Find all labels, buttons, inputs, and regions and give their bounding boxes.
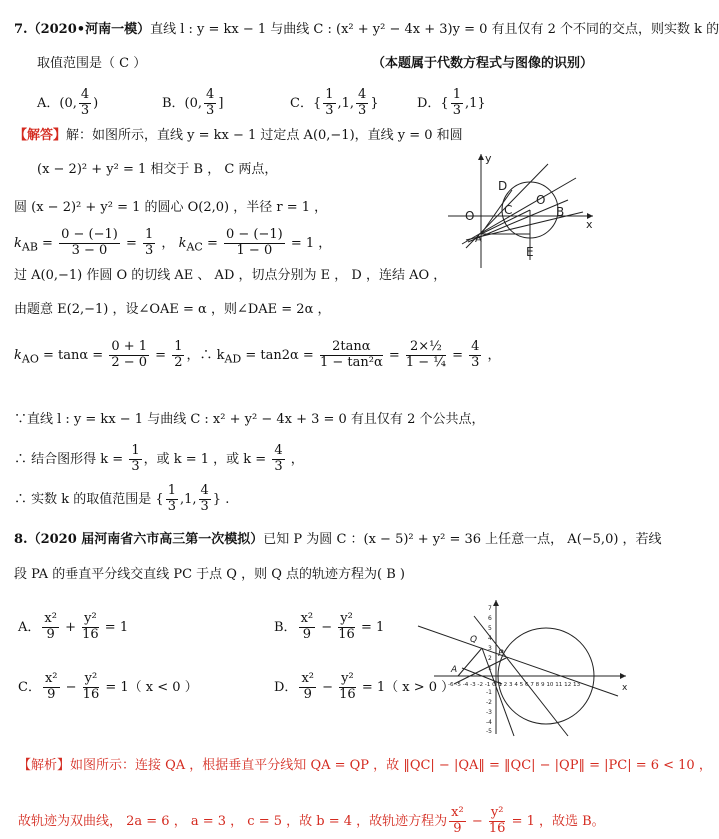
q8-fig-ytick: -1 [486,689,492,696]
q7-solution-line8: ∵直线 l : y = kx − 1 与曲线 C : x² + y² − 4x + 3 = 0 有且仅有 2 个公共点， [14,412,485,427]
q8-option-b[interactable]: B． $\frac{\text{x²}}{9}$ − $\frac{\text{y²}}{16}$ = 1 [274,611,385,642]
q8-solution-line2: 故轨迹为双曲线， 2a = 6 ， a = 3 ， c = 5 ，故 b = 4 ，故轨迹方程为 $\frac{\text{x²}}{9}$ − $\frac{\text{y²}}{16}$ = 1 ，故选 B。 [18,805,605,836]
q7-tan-line: $k_{AO} = \tan\alpha$ = $\frac{0 + 1}{2 - 0}$ = $\frac{1}{2}$ ，∴ $k_{AD} = \tan 2\alpha$ = $\frac{2\tan\alpha}{\text{1 − tan²α}}$ = $\frac{\text{2×½}}{\text{1 − ¼}}$ = $\frac{4}{3}$ ， [14,339,501,370]
q8-fig-ytick: 1 [488,665,492,672]
q8-fig-ytick: -2 [486,699,492,706]
q7-tag: （本题属于代数方程式与图像的识别） [372,56,594,71]
q7-fig-label-c: C [504,203,513,217]
q7-stem: 直线 l : y = kx − 1 与曲线 C : (x² + y² − 4x + 3)y = 0 有且仅有 2 个不同的交点，则实数 k 的 [150,22,719,37]
q7-option-a[interactable]: A．(0, $\frac{4}{3}$ ) [37,87,99,118]
q8-fig-ytick: -3 [486,709,492,716]
q7-fig-label-a: A [475,234,482,245]
q7-source: （2020•河南一模） [27,22,151,37]
q7-number: 7. [14,22,28,37]
q8-fig-ytick: 5 [488,625,492,632]
q8-fig-ytick: 3 [488,645,492,652]
q7-solution-line1: 【解答】解：如图所示，直线 y = kx − 1 过定点 A(0,−1)，直线 y = 0 和圆 [14,128,463,143]
q8-fig-label-p: P [498,649,504,659]
q7-solution-line5: 过 A(0,−1) 作圆 O 的切线 AE 、 AD ，切点分别为 E ， D ，连结 AO ， [14,268,447,283]
q8-fig-label-x: x [622,683,628,693]
q8-option-c[interactable]: C． $\frac{\text{x²}}{9}$ − $\frac{\text{y²}}{16}$ = 1（ x < 0 ） [18,671,198,702]
q7-solution-line2: (x − 2)² + y² = 1 相交于 B ， C 两点， [37,162,278,177]
q7-option-c[interactable]: C．{ $\frac{1}{3}$ ,1, $\frac{4}{3}$ } [290,87,379,118]
q8-fig-ytick: 7 [488,605,492,612]
q7-fig-label-y: y [485,152,492,165]
q8-number: 8. [14,532,28,547]
q8-fig-ytick: 2 [488,655,492,662]
q7-option-b[interactable]: B．(0, $\frac{4}{3}$ ] [162,87,224,118]
q8-fig-ytick: 6 [488,615,492,622]
q7-stem2: 取值范围是（ C ） [37,56,147,71]
q8-fig-xticks: -6 -5 -4 -3 -2 -1 O 1 2 3 4 5 6 7 8 9 10 11 12 13 [448,682,581,688]
q7-solution-line10: ∴ 实数 k 的取值范围是 { $\frac{1}{3}$ ,1, $\frac{4}{3}$ } . [14,483,230,514]
q8-stem2: 段 PA 的垂直平分线交直线 PC 于点 Q ，则 Q 点的轨迹方程为( B ) [14,567,405,582]
q8-option-a[interactable]: A． $\frac{\text{x²}}{9}$ + $\frac{\text{y²}}{16}$ = 1 [18,611,129,642]
q8-fig-label-q: Q [470,635,478,645]
q8-fig-ytick: -5 [486,728,492,735]
q7-fig-label-x: x [586,218,593,231]
q8-stem-line [14,532,662,548]
q7-fig-label-b: B [556,205,565,219]
q7-solution-line9: ∴ 结合图形得 k = $\frac{1}{3}$ ，或 k = 1 ，或 k = $\frac{4}{3}$ ， [14,443,304,474]
q8-stem: 已知 P 为圆 C ：(x − 5)² + y² = 36 上任意一点， A(−5,0) ，若线 [263,532,662,547]
q8-fig-label-a: A [451,665,458,675]
q8-figure [418,596,630,736]
q7-fig-label-origin: O [465,209,475,223]
q7-solution-line6: 由题意 E(2,−1) ，设∠OAE = α ，则∠DAE = 2α ， [14,302,331,317]
solution-tag: 【解答】 [14,128,67,143]
q7-slopes-line: $k_{AB}$ = $\frac{0 - (-1)}{3 - 0}$ = $\frac{1}{3}$ ， $k_{AC}$ = $\frac{0 - (-1)}{1 - 0}$ = 1 ， [14,227,332,258]
q7-fig-label-e: E [526,245,534,259]
q8-fig-ytick: 4 [488,635,492,642]
q8-option-d[interactable]: D． $\frac{\text{x²}}{9}$ − $\frac{\text{y²}}{16}$ = 1（ x > 0 ） [274,671,455,702]
q8-source: （2020 届河南省六市高三第一次模拟） [27,532,264,547]
q7-solution-line3: 圆 (x − 2)² + y² = 1 的圆心 O(2,0) ，半径 r = 1 ， [14,200,328,215]
q8-solution-line1: 【解析】如图所示：连接 QA ，根据垂直平分线知 QA = QP ，故 ‖QC| − |QA‖ = ‖QC| − |QP‖ = |PC| = 6 < 10 ， [18,758,712,773]
q7-figure [448,150,598,270]
q7-option-d[interactable]: D．{ $\frac{1}{3}$ ,1} [417,87,486,118]
q7-fig-label-o: O [536,193,546,207]
q8-fig-ytick: -4 [486,719,492,726]
q7-stem-line [14,22,719,38]
q7-fig-label-d: D [498,179,508,193]
